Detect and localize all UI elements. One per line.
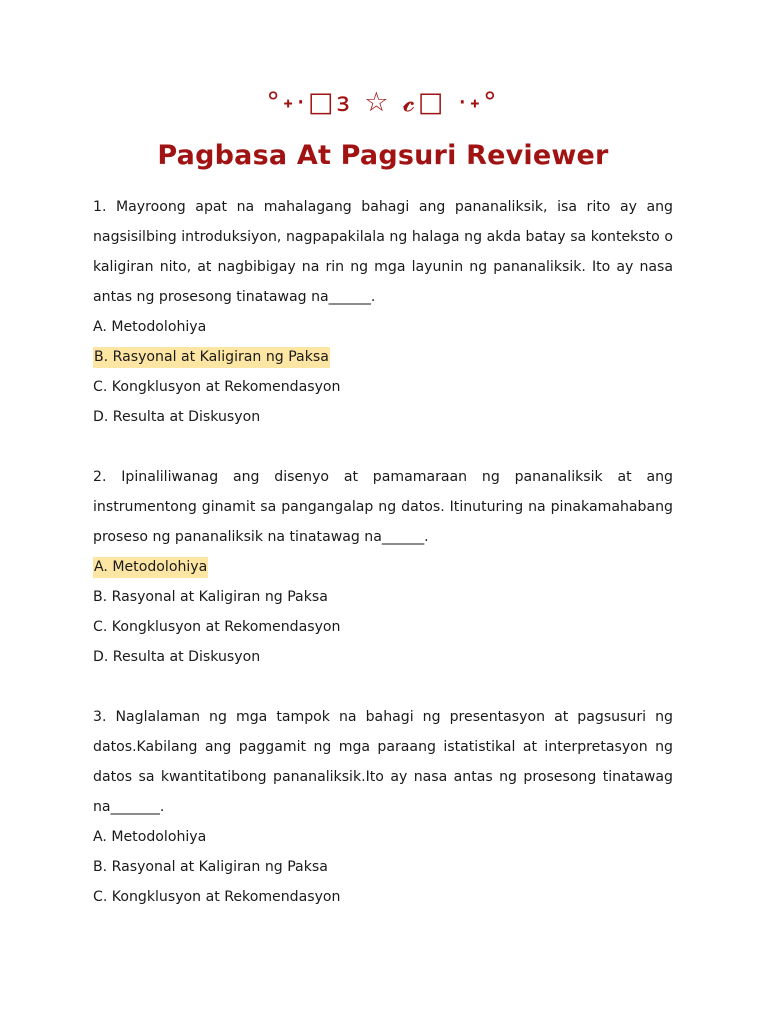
highlighted-answer: A. Metodolohiya [93,557,208,578]
choice-label: D. Resulta at Diskusyon [93,649,261,665]
choice-a [93,312,673,342]
choice-label: A. Metodolohiya [93,829,207,845]
decorative-header: °˖·□𐑂 ☆ 𝓬□ ·˖° [266,87,500,118]
choice-label: C. Kongklusyon at Rekomendasyon [93,379,341,395]
document-page [93,82,673,912]
question-text: 1. Mayroong apat na mahalagang bahagi ang pananaliksik, isa rito ay ang nagsisilbing introduksiyon, nagpapakilala ng halaga ng akda batay sa konteksto o kaligiran nito, at nagbibigay na rin ng mga layunin ng pananaliksik. Ito ay nasa antas ng prosesong tinatawag na______. [93,199,673,305]
choice-b [93,852,673,882]
choice-label: C. Kongklusyon at Rekomendasyon [93,619,341,635]
choice-d [93,402,673,432]
choice-b [93,582,673,612]
choice-b [93,342,673,372]
page-title: Pagbasa At Pagsuri Reviewer [157,140,609,171]
choice-a [93,552,673,582]
choice-c [93,882,673,912]
choice-c [93,372,673,402]
highlighted-answer: B. Rasyonal at Kaligiran ng Paksa [93,347,330,368]
choice-label: C. Kongklusyon at Rekomendasyon [93,889,341,905]
question-text: 2. Ipinaliliwanag ang disenyo at pamamaraan ng pananaliksik at ang instrumentong ginamit sa pangangalap ng datos. Itinuturing na pinakamahabang proseso ng pananaliksik na tinatawag na______. [93,469,673,545]
choice-label: A. Metodolohiya [93,319,207,335]
question-text: 3. Naglalaman ng mga tampok na bahagi ng presentasyon at pagsusuri ng datos.Kabilang ang paggamit ng mga paraang istatistikal at interpretasyon ng datos sa kwantitatibong pananaliksik.Ito ay nasa antas ng prosesong tinatawag na_______. [93,709,673,815]
choice-label: B. Rasyonal at Kaligiran ng Paksa [93,859,328,875]
choice-a [93,822,673,852]
choice-label: B. Rasyonal at Kaligiran ng Paksa [93,589,328,605]
choice-list [93,822,673,912]
choice-label: D. Resulta at Diskusyon [93,409,261,425]
choice-d [93,642,673,672]
question-3 [93,702,673,912]
choice-list [93,552,673,672]
question-2 [93,462,673,672]
choice-list [93,312,673,432]
question-1 [93,192,673,432]
choice-c [93,612,673,642]
question-list [93,192,673,912]
